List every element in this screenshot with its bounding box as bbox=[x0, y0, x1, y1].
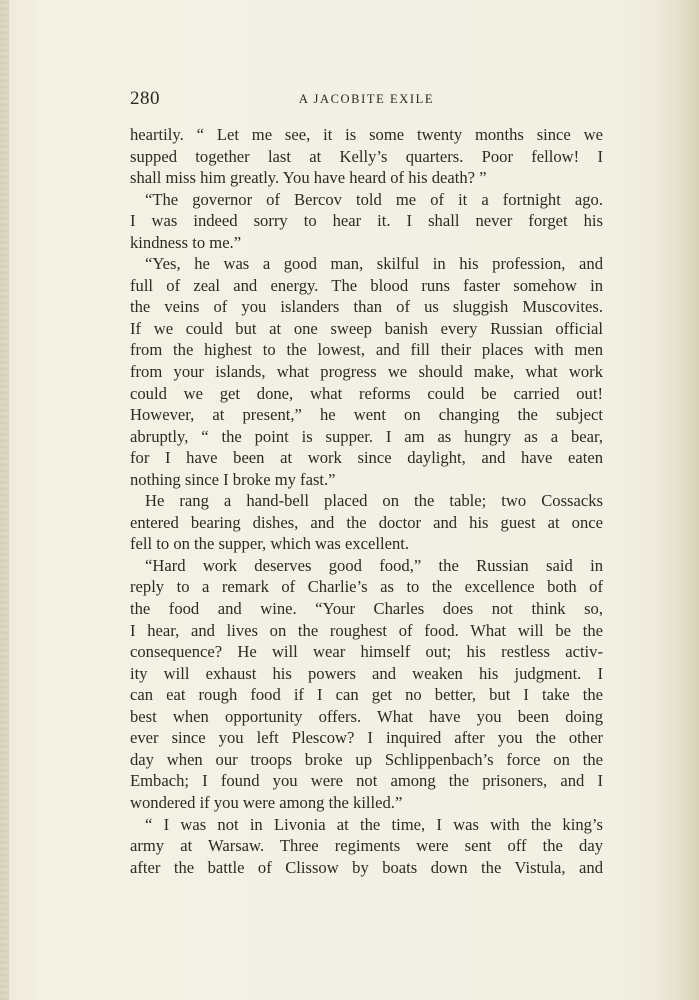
text-line: abruptly, “ the point is supper. I am as hungry as a bear, bbox=[130, 426, 603, 446]
text-line: from your islands, what progress we should make, what work bbox=[130, 362, 603, 382]
page-number: 280 bbox=[130, 88, 160, 109]
text-line: fell to on the supper, which was excellent. bbox=[130, 534, 410, 554]
text-line: the food and wine. “Your Charles does not think so, bbox=[130, 599, 603, 619]
text-line: “Yes, he was a good man, skilful in his profession, and bbox=[145, 254, 603, 274]
text-line: wondered if you were among the killed.” bbox=[130, 792, 403, 812]
text-line: “ I was not in Livonia at the time, I was with the king’s bbox=[145, 814, 603, 834]
text-line: I hear, and lives on the roughest of food. What will be the bbox=[130, 620, 603, 640]
text-line: after the battle of Clissow by boats down the Vistula, and bbox=[130, 857, 603, 877]
body-text bbox=[130, 124, 603, 878]
text-line: supped together last at Kelly’s quarters. Poor fellow! I bbox=[130, 146, 603, 166]
text-line: heartily. “ Let me see, it is some twenty months since we bbox=[130, 125, 603, 144]
text-line: “Hard work deserves good food,” the Russian said in bbox=[145, 555, 603, 575]
text-line: best when opportunity offers. What have you been doing bbox=[130, 706, 603, 726]
text-line: entered bearing dishes, and the doctor and his guest at once bbox=[130, 512, 603, 532]
running-title: A JACOBITE EXILE bbox=[298, 92, 435, 106]
text-line: could we get done, what reforms could be carried out! bbox=[130, 383, 603, 403]
text-line: reply to a remark of Charlie’s as to the excellence both of bbox=[130, 577, 603, 597]
text-line: full of zeal and energy. The blood runs faster somehow in bbox=[130, 275, 603, 295]
text-line: If we could but at one sweep banish every Russian official bbox=[130, 318, 603, 338]
text-line: the veins of you islanders than of us sluggish Muscovites. bbox=[130, 297, 603, 317]
text-line: However, at present,” he went on changing the subject bbox=[130, 405, 603, 425]
text-line: army at Warsaw. Three regiments were sent off the day bbox=[130, 836, 603, 856]
text-line: nothing since I broke my fast.” bbox=[130, 469, 336, 489]
text-line: for I have been at work since daylight, and have eaten bbox=[130, 448, 603, 468]
page-header bbox=[130, 88, 603, 112]
text-line: He rang a hand-bell placed on the table; two Cossacks bbox=[145, 491, 603, 511]
text-line: shall miss him greatly. You have heard of his death? ” bbox=[130, 168, 487, 188]
text-line: “The governor of Bercov told me of it a fortnight ago. bbox=[145, 189, 603, 209]
text-line: consequence? He will wear himself out; his restless activ- bbox=[130, 642, 603, 662]
text-line: ity will exhaust his powers and weaken his judgment. I bbox=[130, 663, 603, 683]
text-line: I was indeed sorry to hear it. I shall never forget his bbox=[130, 211, 603, 231]
page-fold-shadow bbox=[655, 0, 699, 1000]
page-binding-edge bbox=[0, 0, 9, 1000]
text-line: day when our troops broke up Schlippenbach’s force on the bbox=[130, 749, 603, 769]
text-line: ever since you left Plescow? I inquired after you the other bbox=[130, 728, 603, 748]
text-line: Embach; I found you were not among the prisoners, and I bbox=[130, 771, 603, 791]
text-line: can eat rough food if I can get no better, but I take the bbox=[130, 685, 603, 705]
text-line: kindness to me.” bbox=[130, 232, 242, 252]
text-line: from the highest to the lowest, and fill their places with men bbox=[130, 340, 603, 360]
